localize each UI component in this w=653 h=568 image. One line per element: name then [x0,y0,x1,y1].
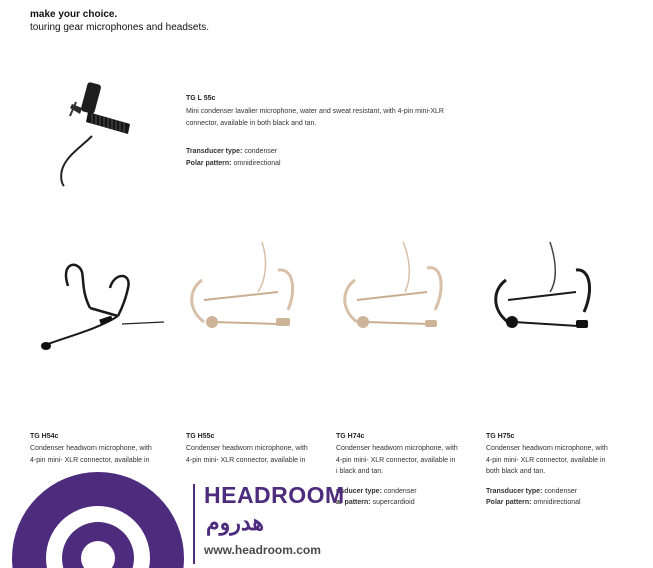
page-title: make your choice. [30,9,118,20]
polar-pattern-value: omnidirectional [233,159,281,167]
lavalier-microphone-icon [52,78,142,188]
headset-black-icon [484,240,604,340]
headset-tan-icon [182,240,302,340]
transducer-value: condenser [383,487,417,495]
product-name: TG H74c [336,433,365,440]
description-line: 4-pin mini- XLR connector, available in [336,456,456,464]
description-line: Condenser headworn microphone, with [336,445,458,452]
description-line: 4-pin mini- XLR connector, available in [186,456,306,464]
product-card-h74c [336,433,476,509]
product-description [336,443,476,478]
featured-description-line-1: Mini condenser lavalier microphone, water and sweat resistant, with 4-pin mini-XLR [186,108,444,115]
polar-pattern-label: Polar pattern: [486,499,532,506]
featured-product-name: TG L 55c [186,95,216,102]
page-subtitle: touring gear microphones and headsets. [30,22,210,33]
product-name: TG H75c [486,433,515,440]
polar-pattern-value: supercardioid [372,499,415,506]
transducer-value: condenser [244,148,278,155]
brand-url: www.headroom.com [204,543,321,557]
description-line: i black and tan. [336,468,384,475]
headset-tan-icon [335,240,455,340]
transducer-label: nsducer type: [336,487,382,495]
description-line: both black and tan. [486,468,546,475]
product-card-h54c [30,433,170,466]
headset-black-icon [30,258,170,358]
product-card-h75c [486,433,626,509]
description-line: Condenser headworn microphone, with [30,445,152,452]
description-line: Condenser headworn microphone, with [486,445,608,452]
polar-pattern-label: ar pattern: [336,499,371,506]
polar-pattern-value: omnidirectional [533,499,581,506]
product-description [486,443,626,478]
product-name: TG H55c [186,433,215,440]
featured-specs [186,146,281,169]
featured-description-line-2: connector, available in both black and tan. [186,119,317,127]
description-line: Condenser headworn microphone, with [186,445,308,452]
logo-divider [193,484,195,564]
product-description [30,443,170,466]
brand-name: HEADROOM [204,482,345,508]
headroom-logo-icon [0,470,190,568]
polar-pattern-label: Polar pattern: [186,159,232,167]
product-card-h55c [186,433,326,466]
transducer-label: Transducer type: [486,487,543,495]
product-specs [486,486,626,509]
transducer-value: condenser [544,487,578,495]
description-line: 4-pin mini- XLR connector, available in [486,456,606,464]
description-line: 4-pin mini- XLR connector, available in [30,456,150,464]
product-specs [336,486,476,509]
featured-description [186,106,486,129]
brand-name-arabic: هدروم [206,510,265,535]
transducer-label: Transducer type: [186,148,243,155]
product-description [186,443,326,466]
product-name: TG H54c [30,433,59,440]
